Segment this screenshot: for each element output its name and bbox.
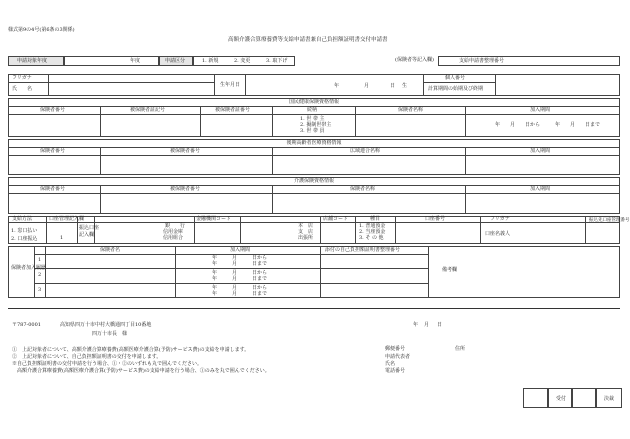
accept-label: 受付: [556, 396, 567, 402]
elderly-h-period: 加入期間: [530, 148, 551, 154]
history-row-1: 1: [38, 257, 42, 263]
bank-method-label: 支給方法: [12, 216, 33, 222]
nhi-rel-2[interactable]: 2. 擬制世帯主: [300, 122, 332, 128]
bank-kind-2[interactable]: 信用金庫: [163, 229, 184, 235]
sig-tel: 電話番号: [385, 368, 406, 374]
history-2-to: 年 月 日まで: [212, 276, 268, 282]
nhi-rel-1[interactable]: 1. 世 帯 主: [300, 116, 325, 122]
branch-kind-1[interactable]: 本 店: [298, 223, 314, 229]
mayor-name: 四万十市長 様: [92, 331, 128, 337]
city-address: 高知県四万十市中村大橋通四丁目10番地: [60, 322, 152, 328]
name-label: 氏 名: [12, 86, 33, 92]
branch-kind-2[interactable]: 支 店: [298, 229, 314, 235]
category-withdraw[interactable]: 3. 取下げ: [266, 58, 288, 64]
care-h-name: 保険者名称: [350, 186, 376, 192]
sig-name: 氏名: [385, 361, 396, 367]
dob-label: 生年月日: [220, 82, 241, 88]
type-1[interactable]: 1. 普通預金: [359, 223, 386, 229]
sig-postal: 郵便番号: [385, 346, 406, 352]
method-window[interactable]: 1. 窓口払い: [11, 228, 38, 234]
transfer-col-2: 記入欄: [79, 232, 95, 238]
account-no-label: 口座番号: [425, 216, 446, 222]
fiscal-year-unit: 年度: [130, 58, 141, 64]
fiscal-year-input[interactable]: [64, 56, 159, 66]
form-number: 様式第9の4号(第6条の3関係): [8, 27, 75, 33]
personal-no-label: 個人番号: [445, 75, 466, 81]
furigana-label: フリガナ: [12, 75, 32, 81]
date-month: 月: [424, 322, 430, 328]
care-h-period: 加入期間: [530, 186, 551, 192]
care-title: 介護保険資格情報: [293, 178, 334, 184]
history-1-from: 年 月 日から: [212, 255, 268, 261]
type-2[interactable]: 2. 当座預金: [359, 229, 386, 235]
accept-stamp-box[interactable]: [523, 388, 548, 408]
category-change[interactable]: 2. 変更: [234, 58, 251, 64]
branch-code-label: 店舗コード: [323, 216, 349, 222]
nhi-h-relation: 続柄: [307, 107, 318, 113]
history-h-period: 加入期間: [230, 247, 251, 253]
dob-year: 年: [334, 83, 340, 89]
history-1-to: 年 月 日まで: [212, 261, 268, 267]
transfer-col-1: 振込口座: [79, 225, 100, 231]
branch-kind-3[interactable]: 出張所: [298, 235, 314, 241]
transfer-mgmt-label: 振込先口座管理番号: [589, 218, 630, 223]
history-side-label: 保険者加入履歴: [11, 265, 47, 271]
elderly-h-no: 被保険者番号: [170, 148, 201, 154]
type-label: 種目: [370, 216, 381, 222]
holder-label: 口座名義人: [485, 231, 511, 237]
elderly-h-union: 広域連合名称: [350, 148, 381, 154]
decision-label-box: [596, 388, 622, 408]
fiscal-year-label-cell: [8, 56, 64, 66]
history-row-3: 3: [38, 287, 42, 293]
decision-label: 決裁: [604, 396, 615, 402]
declaration-note-1: ※自己負担額証明書の交付申請を行う場合、①・②のいずれも丸で囲んでください。: [12, 361, 203, 367]
declaration-2[interactable]: ② 上記対象者について、自己負担額証明書の交付を申請します。: [12, 354, 162, 360]
elderly-h-insurer-no: 保険者番号: [40, 148, 66, 154]
nhi-h-insurer-no: 保険者番号: [40, 107, 66, 113]
account-mgmt-label: 口座管理記入欄: [49, 216, 85, 222]
inst-code-label: 金融機関コード: [196, 216, 232, 222]
ref-no-label: 支給申請書整理番号: [459, 58, 505, 64]
date-year: 年: [413, 322, 419, 328]
history-3-to: 年 月 日まで: [212, 291, 268, 297]
category-options[interactable]: [193, 56, 295, 66]
bank-kind-3[interactable]: 信用組合: [163, 235, 184, 241]
insurer-use-label: (保険者等記入欄): [395, 57, 434, 63]
nhi-h-card-no: 被保険者証番号: [215, 107, 251, 113]
dob-day: 日: [390, 83, 396, 89]
history-row-2: 2: [38, 272, 42, 278]
care-h-no: 被保険者番号: [170, 186, 201, 192]
note-label: 備考欄: [442, 267, 458, 273]
nhi-title: 国民健康保険資格情報: [288, 99, 339, 105]
elderly-title: 後期高齢者医療資格情報: [286, 140, 342, 146]
method-transfer[interactable]: 2. 口座振込: [11, 236, 38, 242]
history-3-from: 年 月 日から: [212, 285, 268, 291]
date-day: 日: [437, 322, 443, 328]
declaration-note-2: 高額介護合算療養費(高額医療介護合算(予防)サービス費)の支給申請を行う場合、①のみを丸で囲んでください。: [12, 368, 270, 374]
sig-address: 住所: [455, 346, 466, 352]
nhi-h-card-sym: 被保険者証記号: [130, 107, 166, 113]
sig-representative: 申請代表者: [385, 354, 411, 360]
bank-section: [8, 216, 620, 244]
form-title: 高額介護合算療養費等支給申請書兼自己負担額証明書交付申請書: [228, 37, 388, 43]
holder-furigana-label: フリガナ: [490, 216, 510, 222]
history-h-insurer: 保険者名: [100, 247, 121, 253]
dob-month: 月: [364, 83, 370, 89]
declaration-1[interactable]: ① 上記対象者について、高額介護合算療養費(高額医療介護合算(予防)サービス費)の支給を申請します。: [12, 347, 250, 353]
name-input[interactable]: [49, 83, 213, 95]
history-2-from: 年 月 日から: [212, 270, 268, 276]
history-h-cert-no: 添付の自己負担額証明書整理番号: [325, 247, 401, 253]
accept-label-box: [548, 388, 572, 408]
dob-born: 生: [402, 83, 408, 89]
account-mgmt-value[interactable]: 1: [60, 235, 64, 241]
nhi-rel-3[interactable]: 3. 世 帯 員: [300, 128, 325, 134]
nhi-period-text: 年 月 日から 年 月 日まで: [495, 122, 601, 128]
category-label: 申請区分: [165, 58, 186, 64]
decision-stamp-box[interactable]: [572, 388, 596, 408]
nhi-h-insurer-name: 保険者名称: [398, 107, 424, 113]
bank-kind-1[interactable]: 銀 行: [165, 223, 186, 229]
category-label-cell: [159, 56, 193, 66]
postal-code: 〒787-0001: [12, 322, 41, 328]
category-new[interactable]: 1. 新規: [202, 58, 219, 64]
period-label: 計算期間の始期及び終期: [428, 86, 484, 92]
care-h-insurer-no: 保険者番号: [40, 186, 66, 192]
fiscal-year-label: 申請対象年度: [17, 58, 48, 64]
type-3[interactable]: 3. そ の 他: [359, 235, 384, 241]
ref-no-field[interactable]: [438, 56, 620, 66]
nhi-h-period: 加入期間: [530, 107, 551, 113]
